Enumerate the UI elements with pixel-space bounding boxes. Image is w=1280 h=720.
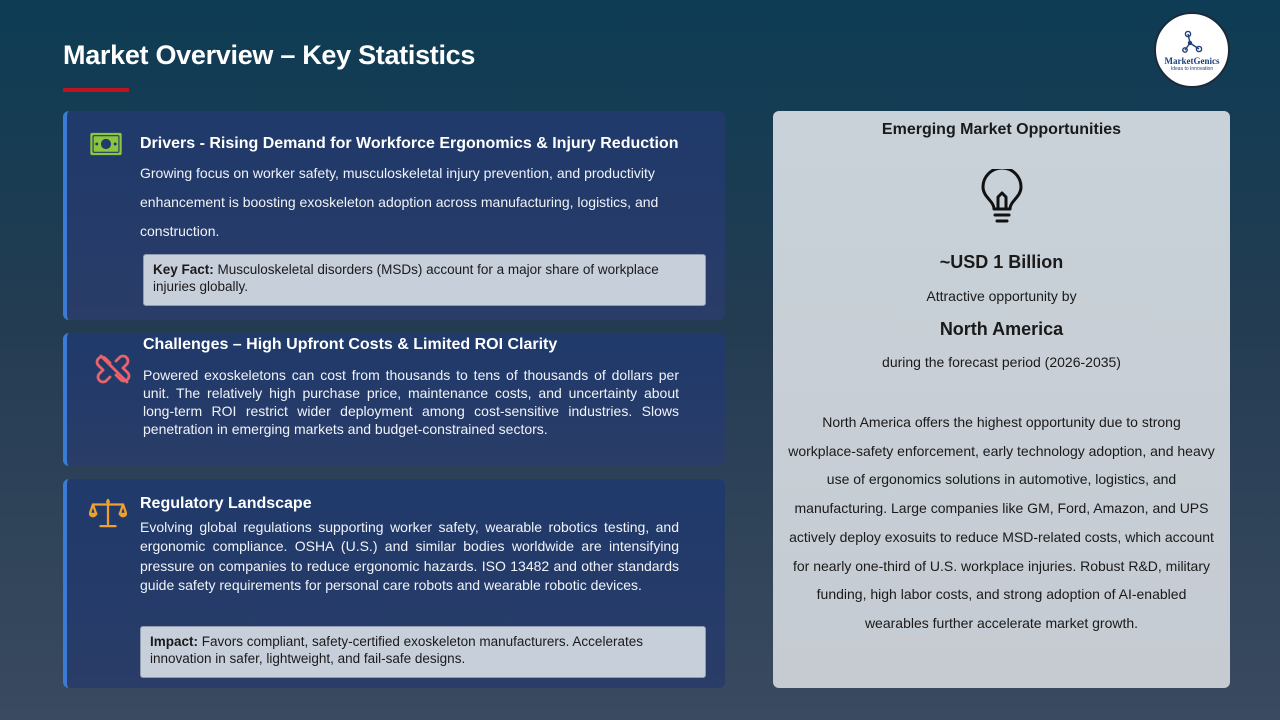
regulatory-title: Regulatory Landscape (140, 495, 312, 512)
regulatory-body: Evolving global regulations supporting worker safety, wearable robotics testing, and ergonomic compliance. OSHA (U.S.) and similar bodies worldwide are intensifying pressure on companies to reduce ergonomic hazards. ISO 13482 and other standards guide safety requirements for personal care robots and wearable robotic devices. (140, 519, 679, 594)
lightbulb-icon (978, 169, 1026, 229)
opportunity-amount: ~USD 1 Billion (939, 252, 1064, 272)
challenges-card (63, 333, 725, 466)
impact-label: Impact: (150, 634, 199, 649)
challenges-body: Powered exoskeletons can cost from thousands to tens of thousands of dollars per unit. The relatively high purchase price, maintenance costs, and uncertainty about long-term ROI restrict wider deployment among cost-sensitive industries. Slows penetration in emerging markets and budget-constrained sectors. (143, 367, 679, 437)
opportunity-description: North America offers the highest opportunity due to strong workplace-safety enforcement, early technology adoption, and heavy use of ergonomics solutions in automotive, logistics, and manufacturing. Large companies like GM, Ford, Amazon, and UPS actively deploy exosuits to reduce MSD-related costs, which account for nearly one-third of U.S. workplace injuries. Robust R&D, military funding, high labor costs, and strong adoption of AI-enabled wearables further accelerate market growth. (788, 414, 1215, 631)
regulatory-card (63, 479, 725, 688)
opportunities-title: Emerging Market Opportunities (881, 121, 1122, 138)
drivers-body: Growing focus on worker safety, musculoskeletal injury prevention, and productivity enhancement is boosting exoskeleton adoption across manufacturing, logistics, and construction. (140, 165, 659, 239)
broken-link-icon (93, 353, 133, 385)
drivers-title: Drivers - Rising Demand for Workforce Ergonomics & Injury Reduction (140, 135, 679, 152)
key-fact-note (143, 254, 706, 306)
opportunity-line1: Attractive opportunity by (926, 288, 1077, 304)
title-underline (63, 88, 129, 92)
drivers-card (63, 111, 725, 320)
logo-tagline: Ideas to Innovation (1170, 65, 1214, 72)
company-logo (1154, 12, 1230, 88)
money-icon (89, 132, 123, 156)
scales-icon (89, 497, 127, 529)
logo-brand: MarketGenics (1164, 55, 1220, 66)
opportunity-region: North America (939, 319, 1064, 339)
key-fact-label: Key Fact: (153, 262, 214, 277)
impact-text: Favors compliant, safety-certified exoskeleton manufacturers. Accelerates innovation in safer, lightweight, and fail-safe designs. (150, 634, 643, 666)
opportunities-panel (773, 111, 1230, 688)
key-fact-text: Musculoskeletal disorders (MSDs) account for a major share of workplace injuries globally. (153, 262, 659, 294)
challenges-title: Challenges – High Upfront Costs & Limited ROI Clarity (143, 336, 558, 353)
opportunity-line2: during the forecast period (2026-2035) (882, 354, 1121, 370)
network-nodes-icon (1179, 29, 1205, 55)
slide-title: Market Overview – Key Statistics (63, 40, 476, 70)
impact-note (140, 626, 706, 678)
